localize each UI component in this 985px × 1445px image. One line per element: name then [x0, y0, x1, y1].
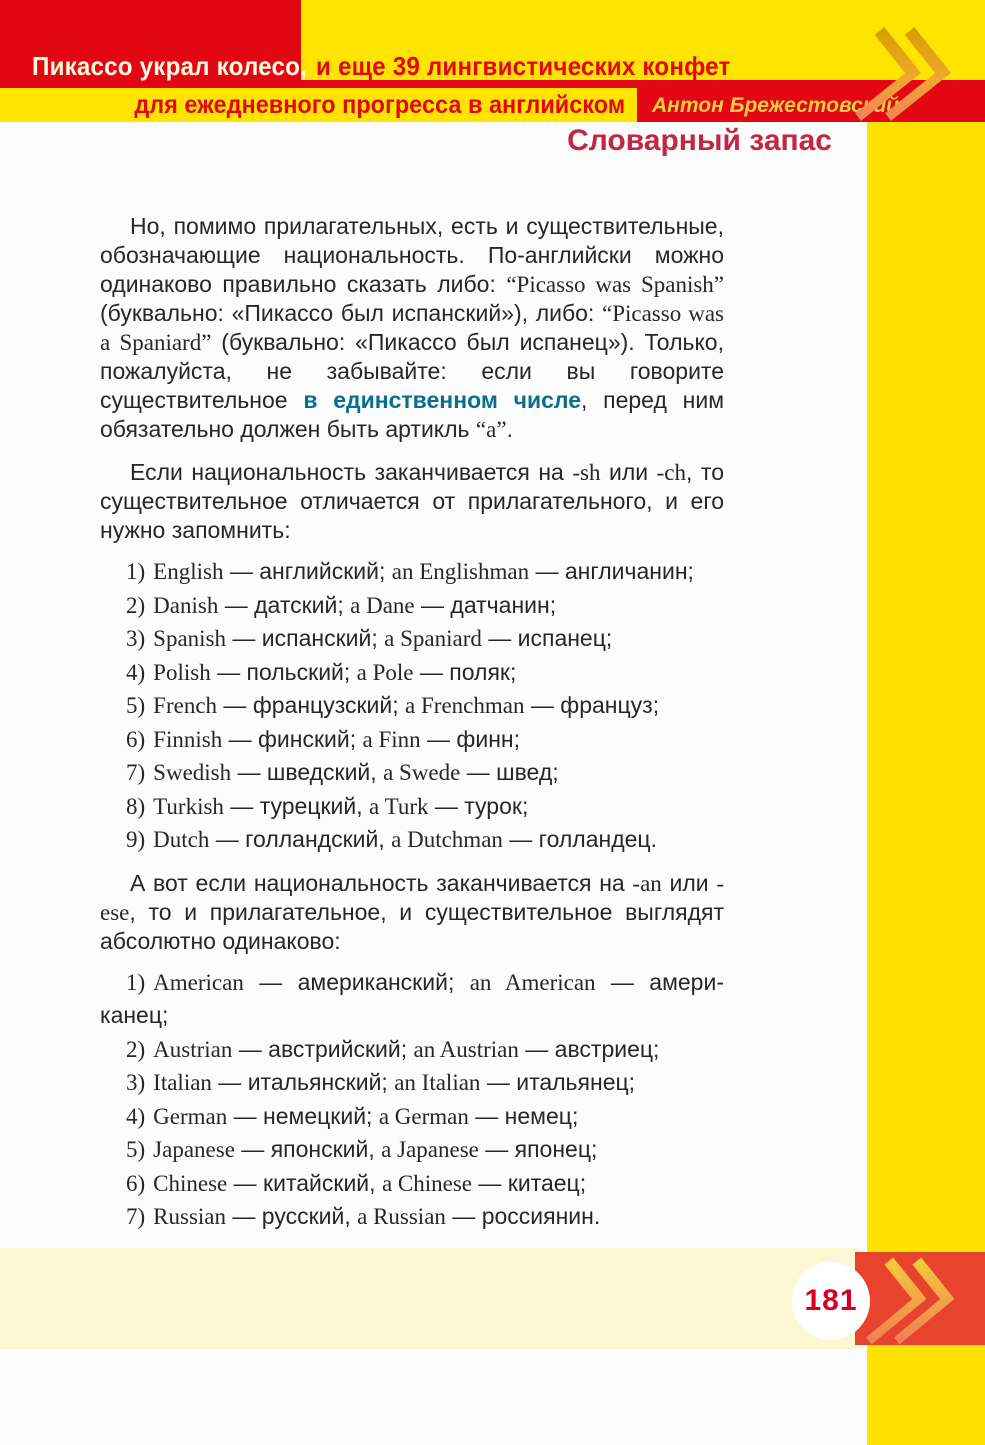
- list-item-text: Turkish — турецкий, a Turk — турок;: [153, 792, 529, 819]
- list-item-text: French — французский; a Frenchman — француз;: [153, 692, 660, 718]
- book-title-secondary: и еще 39 лингвистических конфет: [316, 51, 731, 81]
- double-chevron-right-icon: [858, 1256, 958, 1346]
- list-item-text: Dutch — голландский, a Dutchman — голландец.: [153, 826, 657, 852]
- double-chevron-right-icon: [845, 25, 953, 123]
- list-item-number: 2): [126, 1036, 146, 1062]
- book-title-primary: Пикассо украл колесо,: [32, 51, 307, 81]
- list-item-text: Russian — русский, a Russian — россиянин.: [153, 1203, 601, 1229]
- list-item-number: 2): [126, 592, 146, 618]
- book-subtitle: для ежедневного прогресса в английском: [134, 91, 625, 119]
- page-header: [0, 0, 985, 123]
- paragraph-sh-ch-rule: Если национальность заканчивается на -sh или -ch, то существительное отличается от прилагательного, и его нужно запомнить:: [100, 459, 724, 543]
- list-item-number: 7): [126, 1204, 146, 1229]
- page-number: 181: [804, 1284, 858, 1317]
- page-number-badge: [792, 1262, 870, 1340]
- list-item-text: Japanese — японский, a Japanese — японец;: [153, 1136, 598, 1162]
- paragraph-an-ese-rule: А вот если национальность заканчивается на -an или -ese, то и прилагательное, и существительное выглядят абсолютно одинаково:: [100, 869, 724, 954]
- list-item-text: Chinese — китайский, a Chinese — китаец;: [153, 1169, 587, 1196]
- page-content: [100, 212, 724, 1246]
- section-heading: Словарный запас: [567, 124, 832, 157]
- list-item-number: 5): [126, 1137, 146, 1162]
- list-item: [100, 555, 724, 589]
- list-item-text: German — немецкий; a German — немец;: [153, 1102, 579, 1129]
- list-item-text: Swedish — шведский, a Swede — швед;: [153, 759, 559, 785]
- list-item: [100, 723, 724, 757]
- list-item: [100, 1066, 724, 1100]
- list-item-number: 4): [126, 1103, 146, 1129]
- list-item-text: English — английский; an Englishman — англичанин;: [153, 558, 694, 584]
- list-item-number: 6): [126, 1170, 146, 1196]
- right-yellow-stripe: [867, 121, 985, 1445]
- list-item-text: Italian — итальянский; an Italian — итальянец;: [153, 1069, 636, 1095]
- list-item: [100, 1200, 724, 1234]
- list-item: [100, 756, 724, 790]
- nationality-list-an-ese: [100, 966, 724, 1234]
- list-item-number: 1): [126, 559, 146, 584]
- list-item: [100, 966, 724, 1033]
- list-item-number: 5): [126, 693, 146, 718]
- list-item: [100, 823, 724, 857]
- list-item-text: Polish — польский; a Pole — поляк;: [153, 658, 517, 685]
- list-item: [100, 790, 724, 824]
- nationality-list-sh-ch: [100, 555, 724, 857]
- list-item: [100, 1167, 724, 1201]
- list-item-number: 7): [126, 760, 146, 785]
- list-item-number: 3): [126, 1070, 146, 1095]
- list-item-number: 8): [126, 793, 146, 819]
- list-item-text: Danish — датский; a Dane — датчанин;: [153, 591, 557, 618]
- footer-cream-band: [0, 1248, 857, 1349]
- list-item: [100, 689, 724, 723]
- list-item-number: 4): [126, 659, 146, 685]
- list-item: [100, 1033, 724, 1067]
- list-item: [100, 656, 724, 690]
- list-item-text: Finnish — финский; a Finn — финн;: [153, 725, 520, 752]
- list-item-number: 6): [126, 726, 146, 752]
- list-item-text: American — американский; an American — американец;: [100, 968, 724, 1028]
- list-item: [100, 589, 724, 623]
- list-item-text: Spanish — испанский; a Spaniard — испанец;: [153, 625, 613, 651]
- list-item: [100, 1133, 724, 1167]
- list-item-number: 9): [126, 827, 146, 852]
- list-item-number: 3): [126, 626, 146, 651]
- paragraph-intro: Но, помимо прилагательных, есть и существительные, обозначающие национальность. По-английски можно одинаково правильно сказать либо: “Picasso was Spanish” (буквально: «Пикассо был испанский»), либо: “Picasso was a Spaniard” (буквально: «Пикассо был испанец»). Только, пожалуйста, не забывайте: если вы говорите существительное в единственном числе, перед ним обязательно должен быть артикль “a”.: [100, 213, 725, 442]
- author-name: Антон Брежестовский: [652, 94, 900, 117]
- list-item-number: 1): [126, 969, 146, 995]
- list-item: [100, 1100, 724, 1134]
- list-item: [100, 622, 724, 656]
- list-item-text: Austrian — австрийский; an Austrian — австриец;: [153, 1035, 660, 1062]
